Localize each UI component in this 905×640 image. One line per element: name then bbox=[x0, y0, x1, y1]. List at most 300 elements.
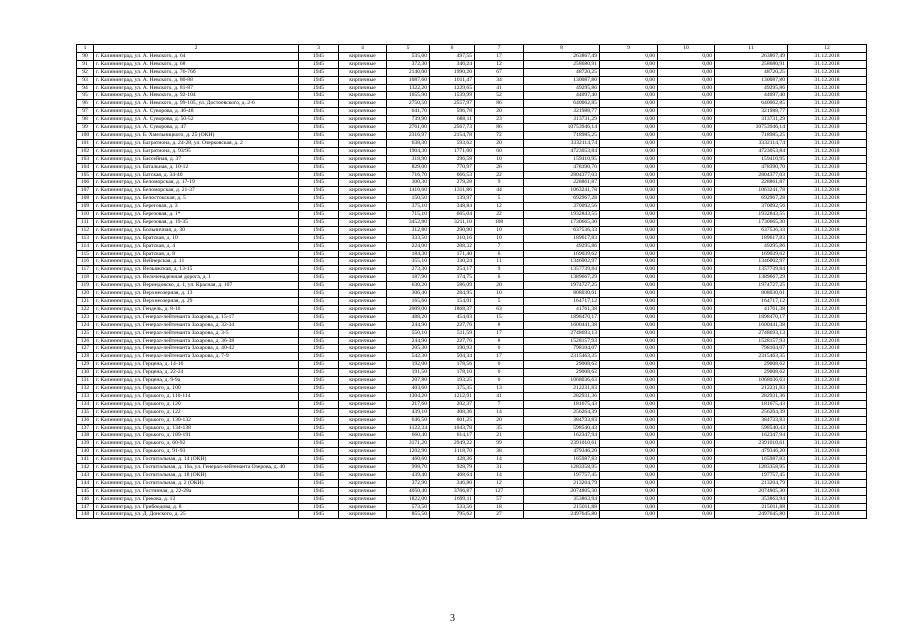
deadline-date-cell: 31.12.2018 bbox=[788, 147, 867, 155]
year-built-cell: 1945 bbox=[299, 266, 339, 274]
wall-material-cell: кирпичные bbox=[339, 195, 387, 203]
residents-cell: 86 bbox=[475, 124, 524, 132]
column-number-header: 5 bbox=[387, 45, 430, 53]
living-area-cell: 290,90 bbox=[430, 226, 475, 234]
sum-col-11-cell: 1600441,38 bbox=[715, 321, 788, 329]
sum-col-11-cell: 258680,91 bbox=[715, 60, 788, 68]
total-area-cell: 273,30 bbox=[387, 266, 430, 274]
table-row bbox=[77, 305, 867, 313]
address-cell: г. Калининград, ул. Братская, д. 10 bbox=[94, 234, 299, 242]
living-area-cell: 346,80 bbox=[430, 479, 475, 487]
sum-col-9-cell: 0,00 bbox=[600, 337, 658, 345]
sum-total-cell: 313731,29 bbox=[524, 116, 600, 124]
sum-col-9-cell: 0,00 bbox=[600, 108, 658, 116]
residents-cell: 17 bbox=[475, 329, 524, 337]
sum-col-9-cell: 0,00 bbox=[600, 218, 658, 226]
sum-col-9-cell: 0,00 bbox=[600, 100, 658, 108]
wall-material-cell: кирпичные bbox=[339, 108, 387, 116]
table-row bbox=[77, 139, 867, 147]
living-area-cell: 1212,91 bbox=[430, 392, 475, 400]
sum-col-11-cell: 479346,20 bbox=[715, 448, 788, 456]
table-row bbox=[77, 147, 867, 155]
address-cell: г. Калининград, ул. Береговая, д. 3 bbox=[94, 203, 299, 211]
address-cell: г. Калининград, ул. Госпитальная, д. 18 (ОКН) bbox=[94, 471, 299, 479]
sum-col-9-cell: 0,00 bbox=[600, 321, 658, 329]
table-row bbox=[77, 226, 867, 234]
residents-cell: 8 bbox=[475, 321, 524, 329]
year-built-cell: 1945 bbox=[299, 68, 339, 76]
living-area-cell: 533,56 bbox=[430, 503, 475, 511]
wall-material-cell: кирпичные bbox=[339, 408, 387, 416]
sum-col-11-cell: 1346002,97 bbox=[715, 258, 788, 266]
living-area-cell: 171,40 bbox=[430, 250, 475, 258]
table-row bbox=[77, 108, 867, 116]
table-row bbox=[77, 131, 867, 139]
table-row bbox=[77, 377, 867, 385]
sum-col-11-cell: 2391010,61 bbox=[715, 440, 788, 448]
sum-col-9-cell: 0,00 bbox=[600, 440, 658, 448]
living-area-cell: 504,34 bbox=[430, 353, 475, 361]
sum-total-cell: 10753946,14 bbox=[524, 124, 600, 132]
sum-col-9-cell: 0,00 bbox=[600, 456, 658, 464]
sum-col-11-cell: 637536,33 bbox=[715, 226, 788, 234]
row-number-cell: 96 bbox=[77, 100, 94, 108]
deadline-date-cell: 31.12.2018 bbox=[788, 108, 867, 116]
year-built-cell: 1945 bbox=[299, 124, 339, 132]
sum-total-cell: 169039,62 bbox=[524, 250, 600, 258]
residents-cell: 38 bbox=[475, 448, 524, 456]
sum-total-cell: 1528157,93 bbox=[524, 337, 600, 345]
address-cell: г. Калининград, ул. Генерал-лейтенанта Захарова, д. 7-9 bbox=[94, 353, 299, 361]
row-number-cell: 95 bbox=[77, 92, 94, 100]
wall-material-cell: кирпичные bbox=[339, 124, 387, 132]
sum-col-9-cell: 0,00 bbox=[600, 155, 658, 163]
residents-cell: 34 bbox=[475, 76, 524, 84]
column-number-header: 6 bbox=[430, 45, 475, 53]
residents-cell: 63 bbox=[475, 305, 524, 313]
address-cell: г. Калининград, ул. Грибоедова, д. 8 bbox=[94, 503, 299, 511]
table-row bbox=[77, 345, 867, 353]
residents-cell: 57 bbox=[475, 495, 524, 503]
living-area-cell: 310,16 bbox=[430, 234, 475, 242]
deadline-date-cell: 31.12.2018 bbox=[788, 76, 867, 84]
row-number-cell: 140 bbox=[77, 448, 94, 456]
deadline-date-cell: 31.12.2018 bbox=[788, 92, 867, 100]
row-number-cell: 126 bbox=[77, 337, 94, 345]
address-cell: г. Калининград, ул. Вейнерская, д. 11 bbox=[94, 258, 299, 266]
residents-cell: 14 bbox=[475, 456, 524, 464]
row-number-cell: 92 bbox=[77, 68, 94, 76]
row-number-cell: 116 bbox=[77, 258, 94, 266]
sum-col-9-cell: 0,00 bbox=[600, 116, 658, 124]
table-row bbox=[77, 440, 867, 448]
total-area-cell: 646,50 bbox=[387, 416, 430, 424]
address-cell: г. Калининград, ул. Генерал-лейтенанта Захарова, д. 32-34 bbox=[94, 321, 299, 329]
year-built-cell: 1945 bbox=[299, 377, 339, 385]
table-row bbox=[77, 432, 867, 440]
year-built-cell: 1945 bbox=[299, 329, 339, 337]
row-number-cell: 134 bbox=[77, 400, 94, 408]
deadline-date-cell: 31.12.2018 bbox=[788, 274, 867, 282]
sum-col-9-cell: 0,00 bbox=[600, 353, 658, 361]
sum-total-cell: 321988,77 bbox=[524, 108, 600, 116]
sum-total-cell: 1898470,17 bbox=[524, 313, 600, 321]
sum-col-9-cell: 0,00 bbox=[600, 511, 658, 519]
sum-total-cell: 4723053,84 bbox=[524, 147, 600, 155]
wall-material-cell: кирпичные bbox=[339, 298, 387, 306]
living-area-cell: 3766,87 bbox=[430, 487, 475, 495]
living-area-cell: 511,59 bbox=[430, 329, 475, 337]
sum-total-cell: 692967,28 bbox=[524, 195, 600, 203]
total-area-cell: 2750,50 bbox=[387, 100, 430, 108]
wall-material-cell: кирпичные bbox=[339, 384, 387, 392]
sum-col-10-cell: 0,00 bbox=[658, 487, 715, 495]
row-number-cell: 108 bbox=[77, 195, 94, 203]
column-number-header: 10 bbox=[658, 45, 715, 53]
table-row bbox=[77, 369, 867, 377]
sum-total-cell: 44097,40 bbox=[524, 92, 600, 100]
row-number-cell: 137 bbox=[77, 424, 94, 432]
row-number-cell: 148 bbox=[77, 511, 94, 519]
address-cell: г. Калининград, ул. Бассейная, д. 37 bbox=[94, 155, 299, 163]
sum-col-11-cell: 165987,83 bbox=[715, 456, 788, 464]
deadline-date-cell: 31.12.2018 bbox=[788, 258, 867, 266]
table-row bbox=[77, 456, 867, 464]
table-row bbox=[77, 487, 867, 495]
residents-cell: 26 bbox=[475, 163, 524, 171]
sum-col-10-cell: 0,00 bbox=[658, 329, 715, 337]
year-built-cell: 1945 bbox=[299, 464, 339, 472]
sum-total-cell: 1730665,30 bbox=[524, 218, 600, 226]
year-built-cell: 1945 bbox=[299, 456, 339, 464]
sum-col-10-cell: 0,00 bbox=[658, 369, 715, 377]
sum-col-10-cell: 0,00 bbox=[658, 345, 715, 353]
table-row bbox=[77, 448, 867, 456]
residents-cell: 10 bbox=[475, 155, 524, 163]
living-area-cell: 227,76 bbox=[430, 337, 475, 345]
wall-material-cell: кирпичные bbox=[339, 440, 387, 448]
total-area-cell: 165,60 bbox=[387, 298, 430, 306]
living-area-cell: 1868,37 bbox=[430, 305, 475, 313]
year-built-cell: 1945 bbox=[299, 479, 339, 487]
deadline-date-cell: 31.12.2018 bbox=[788, 187, 867, 195]
total-area-cell: 3452,80 bbox=[387, 218, 430, 226]
deadline-date-cell: 31.12.2018 bbox=[788, 503, 867, 511]
deadline-date-cell: 31.12.2018 bbox=[788, 60, 867, 68]
living-area-cell: 666,53 bbox=[430, 171, 475, 179]
year-built-cell: 1945 bbox=[299, 139, 339, 147]
sum-col-9-cell: 0,00 bbox=[600, 203, 658, 211]
residents-cell: 86 bbox=[475, 100, 524, 108]
deadline-date-cell: 31.12.2018 bbox=[788, 131, 867, 139]
table-row bbox=[77, 416, 867, 424]
deadline-date-cell: 31.12.2018 bbox=[788, 464, 867, 472]
residents-cell: 9 bbox=[475, 179, 524, 187]
sum-total-cell: 29008,62 bbox=[524, 369, 600, 377]
address-cell: г. Калининград, ул. Гостинная, д. 22-28а bbox=[94, 487, 299, 495]
address-cell: г. Калининград, ул. Горького, д. 91-93 bbox=[94, 448, 299, 456]
sum-total-cell: 384733,83 bbox=[524, 416, 600, 424]
row-number-cell: 101 bbox=[77, 139, 94, 147]
sum-col-11-cell: 808030,01 bbox=[715, 290, 788, 298]
row-number-cell: 120 bbox=[77, 290, 94, 298]
deadline-date-cell: 31.12.2018 bbox=[788, 479, 867, 487]
wall-material-cell: кирпичные bbox=[339, 84, 387, 92]
wall-material-cell: кирпичные bbox=[339, 92, 387, 100]
wall-material-cell: кирпичные bbox=[339, 171, 387, 179]
living-area-cell: 665,04 bbox=[430, 211, 475, 219]
sum-col-10-cell: 0,00 bbox=[658, 92, 715, 100]
row-number-cell: 118 bbox=[77, 274, 94, 282]
table-header-row bbox=[77, 45, 867, 53]
total-area-cell: 372,30 bbox=[387, 60, 430, 68]
living-area-cell: 178,56 bbox=[430, 361, 475, 369]
deadline-date-cell: 31.12.2018 bbox=[788, 266, 867, 274]
living-area-cell: 596,78 bbox=[430, 108, 475, 116]
sum-col-10-cell: 0,00 bbox=[658, 471, 715, 479]
total-area-cell: 2140,00 bbox=[387, 68, 430, 76]
sum-total-cell: 1974727,25 bbox=[524, 282, 600, 290]
sum-col-10-cell: 0,00 bbox=[658, 203, 715, 211]
row-number-cell: 143 bbox=[77, 471, 94, 479]
table-row bbox=[77, 179, 867, 187]
table-row bbox=[77, 242, 867, 250]
total-area-cell: 829,00 bbox=[387, 163, 430, 171]
sum-col-9-cell: 0,00 bbox=[600, 282, 658, 290]
row-number-cell: 147 bbox=[77, 503, 94, 511]
year-built-cell: 1945 bbox=[299, 274, 339, 282]
year-built-cell: 1945 bbox=[299, 171, 339, 179]
year-built-cell: 1945 bbox=[299, 226, 339, 234]
address-cell: г. Калининград, ул. Березовая, д. 1* bbox=[94, 211, 299, 219]
residents-cell: 6 bbox=[475, 361, 524, 369]
sum-total-cell: 2391010,61 bbox=[524, 440, 600, 448]
table-row bbox=[77, 84, 867, 92]
sum-col-9-cell: 0,00 bbox=[600, 400, 658, 408]
sum-col-11-cell: 370092,56 bbox=[715, 203, 788, 211]
total-area-cell: 460,60 bbox=[387, 456, 430, 464]
total-area-cell: 192,00 bbox=[387, 361, 430, 369]
wall-material-cell: кирпичные bbox=[339, 456, 387, 464]
sum-col-10-cell: 0,00 bbox=[658, 124, 715, 132]
year-built-cell: 1945 bbox=[299, 60, 339, 68]
residents-cell: 15 bbox=[475, 313, 524, 321]
total-area-cell: 2316,97 bbox=[387, 131, 430, 139]
sum-col-11-cell: 598540,43 bbox=[715, 424, 788, 432]
sum-total-cell: 189617,83 bbox=[524, 234, 600, 242]
sum-col-9-cell: 0,00 bbox=[600, 369, 658, 377]
address-cell: г. Калининград, ул. Верхнеозерная, д. 29 bbox=[94, 298, 299, 306]
wall-material-cell: кирпичные bbox=[339, 321, 387, 329]
wall-material-cell: кирпичные bbox=[339, 242, 387, 250]
table-row bbox=[77, 471, 867, 479]
sum-col-11-cell: 692967,28 bbox=[715, 195, 788, 203]
sum-col-11-cell: 1283358,95 bbox=[715, 464, 788, 472]
sum-col-11-cell: 2497645,80 bbox=[715, 511, 788, 519]
table-row bbox=[77, 218, 867, 226]
address-cell: г. Калининград, ул. А. Невского, д. 64 bbox=[94, 52, 299, 60]
address-cell: г. Калининград, ул. Генерал-лейтенанта Захарова, д. 36-38 bbox=[94, 337, 299, 345]
sum-col-10-cell: 0,00 bbox=[658, 305, 715, 313]
residents-cell: 14 bbox=[475, 408, 524, 416]
sum-col-11-cell: 1389667,29 bbox=[715, 274, 788, 282]
row-number-cell: 122 bbox=[77, 305, 94, 313]
sum-col-11-cell: 321988,77 bbox=[715, 108, 788, 116]
wall-material-cell: кирпичные bbox=[339, 131, 387, 139]
wall-material-cell: кирпичные bbox=[339, 313, 387, 321]
row-number-cell: 129 bbox=[77, 361, 94, 369]
residents-cell: 5 bbox=[475, 298, 524, 306]
sum-col-11-cell: 353863,94 bbox=[715, 495, 788, 503]
sum-col-9-cell: 0,00 bbox=[600, 392, 658, 400]
sum-col-9-cell: 0,00 bbox=[600, 424, 658, 432]
wall-material-cell: кирпичные bbox=[339, 179, 387, 187]
column-number-header: 9 bbox=[600, 45, 658, 53]
living-area-cell: 139,97 bbox=[430, 195, 475, 203]
wall-material-cell: кирпичные bbox=[339, 187, 387, 195]
row-number-cell: 112 bbox=[77, 226, 94, 234]
residents-cell: 7 bbox=[475, 242, 524, 250]
table-row bbox=[77, 384, 867, 392]
wall-material-cell: кирпичные bbox=[339, 52, 387, 60]
sum-col-10-cell: 0,00 bbox=[658, 195, 715, 203]
address-cell: г. Калининград, ул. А. Невского, д. 92-104 bbox=[94, 92, 299, 100]
sum-col-10-cell: 0,00 bbox=[658, 163, 715, 171]
table-row bbox=[77, 464, 867, 472]
sum-total-cell: 1346002,97 bbox=[524, 258, 600, 266]
table-row bbox=[77, 511, 867, 519]
sum-total-cell: 162347,94 bbox=[524, 432, 600, 440]
table-row bbox=[77, 266, 867, 274]
address-cell: г. Калининград, ул. Братская, д. 8 bbox=[94, 250, 299, 258]
row-number-cell: 121 bbox=[77, 298, 94, 306]
residents-cell: 22 bbox=[475, 211, 524, 219]
deadline-date-cell: 31.12.2018 bbox=[788, 345, 867, 353]
sum-col-9-cell: 0,00 bbox=[600, 76, 658, 84]
sum-col-9-cell: 0,00 bbox=[600, 60, 658, 68]
address-cell: г. Калининград, ул. Б. Хмельницкого, д. 25 (ОКН) bbox=[94, 131, 299, 139]
deadline-date-cell: 31.12.2018 bbox=[788, 440, 867, 448]
total-area-cell: 638,30 bbox=[387, 139, 430, 147]
deadline-date-cell: 31.12.2018 bbox=[788, 495, 867, 503]
sum-col-10-cell: 0,00 bbox=[658, 424, 715, 432]
sum-col-9-cell: 0,00 bbox=[600, 313, 658, 321]
sum-col-9-cell: 0,00 bbox=[600, 131, 658, 139]
deadline-date-cell: 31.12.2018 bbox=[788, 52, 867, 60]
address-cell: г. Калининград, ул. Грекова, д. 12 bbox=[94, 495, 299, 503]
residents-cell: 12 bbox=[475, 479, 524, 487]
sum-col-11-cell: 215011,88 bbox=[715, 503, 788, 511]
sum-col-11-cell: 2748693,13 bbox=[715, 329, 788, 337]
wall-material-cell: кирпичные bbox=[339, 274, 387, 282]
deadline-date-cell: 31.12.2018 bbox=[788, 226, 867, 234]
year-built-cell: 1945 bbox=[299, 511, 339, 519]
sum-total-cell: 258680,91 bbox=[524, 60, 600, 68]
row-number-cell: 97 bbox=[77, 108, 94, 116]
address-cell: г. Калининград, ул. Батская, д. 34-40 bbox=[94, 171, 299, 179]
wall-material-cell: кирпичные bbox=[339, 155, 387, 163]
sum-col-10-cell: 0,00 bbox=[658, 456, 715, 464]
sum-total-cell: 3332114,74 bbox=[524, 139, 600, 147]
wall-material-cell: кирпичные bbox=[339, 471, 387, 479]
row-number-cell: 131 bbox=[77, 377, 94, 385]
table-row bbox=[77, 400, 867, 408]
total-area-cell: 372,90 bbox=[387, 479, 430, 487]
sum-total-cell: 808030,01 bbox=[524, 290, 600, 298]
column-number-header: 3 bbox=[299, 45, 339, 53]
total-area-cell: 2761,00 bbox=[387, 124, 430, 132]
sum-col-11-cell: 197757,45 bbox=[715, 471, 788, 479]
wall-material-cell: кирпичные bbox=[339, 266, 387, 274]
sum-col-10-cell: 0,00 bbox=[658, 171, 715, 179]
table-row bbox=[77, 408, 867, 416]
sum-col-9-cell: 0,00 bbox=[600, 195, 658, 203]
address-cell: г. Калининград, ул. Герцена, д. 9-9а bbox=[94, 377, 299, 385]
living-area-cell: 3211,10 bbox=[430, 218, 475, 226]
sum-col-10-cell: 0,00 bbox=[658, 211, 715, 219]
wall-material-cell: кирпичные bbox=[339, 329, 387, 337]
sum-col-9-cell: 0,00 bbox=[600, 211, 658, 219]
wall-material-cell: кирпичные bbox=[339, 250, 387, 258]
table-row bbox=[77, 124, 867, 132]
total-area-cell: 488,20 bbox=[387, 313, 430, 321]
residents-cell: 31 bbox=[475, 464, 524, 472]
page-number: 3 bbox=[450, 613, 455, 624]
year-built-cell: 1945 bbox=[299, 76, 339, 84]
sum-col-11-cell: 256264,39 bbox=[715, 408, 788, 416]
row-number-cell: 125 bbox=[77, 329, 94, 337]
table-row bbox=[77, 290, 867, 298]
sum-col-11-cell: 159410,95 bbox=[715, 155, 788, 163]
residents-cell: 10 bbox=[475, 290, 524, 298]
deadline-date-cell: 31.12.2018 bbox=[788, 305, 867, 313]
address-cell: г. Калининград, ул. Горького, д. 100 bbox=[94, 384, 299, 392]
column-number-header: 12 bbox=[788, 45, 867, 53]
living-area-cell: 296,58 bbox=[430, 155, 475, 163]
deadline-date-cell: 31.12.2018 bbox=[788, 456, 867, 464]
address-cell: г. Калининград, ул. Батальная, д. 10-12 bbox=[94, 163, 299, 171]
sum-col-10-cell: 0,00 bbox=[658, 250, 715, 258]
living-area-cell: 454,03 bbox=[430, 313, 475, 321]
row-number-cell: 145 bbox=[77, 487, 94, 495]
sum-col-9-cell: 0,00 bbox=[600, 471, 658, 479]
sum-col-9-cell: 0,00 bbox=[600, 377, 658, 385]
living-area-cell: 1990,20 bbox=[430, 68, 475, 76]
wall-material-cell: кирпичные bbox=[339, 464, 387, 472]
living-area-cell: 178,10 bbox=[430, 369, 475, 377]
deadline-date-cell: 31.12.2018 bbox=[788, 100, 867, 108]
sum-col-10-cell: 0,00 bbox=[658, 400, 715, 408]
total-area-cell: 217,60 bbox=[387, 400, 430, 408]
sum-col-9-cell: 0,00 bbox=[600, 52, 658, 60]
row-number-cell: 94 bbox=[77, 84, 94, 92]
table-row bbox=[77, 479, 867, 487]
sum-col-11-cell: 212231,83 bbox=[715, 384, 788, 392]
sum-col-10-cell: 0,00 bbox=[658, 392, 715, 400]
deadline-date-cell: 31.12.2018 bbox=[788, 163, 867, 171]
sum-total-cell: 228861,87 bbox=[524, 179, 600, 187]
sum-col-9-cell: 0,00 bbox=[600, 147, 658, 155]
sum-total-cell: 159410,95 bbox=[524, 155, 600, 163]
sum-total-cell: 2497645,80 bbox=[524, 511, 600, 519]
table-row bbox=[77, 337, 867, 345]
table-row bbox=[77, 116, 867, 124]
deadline-date-cell: 31.12.2018 bbox=[788, 408, 867, 416]
deadline-date-cell: 31.12.2018 bbox=[788, 321, 867, 329]
total-area-cell: 3171,20 bbox=[387, 440, 430, 448]
address-cell: г. Калининград, ул. Горького, д. 189-191 bbox=[94, 432, 299, 440]
sum-total-cell: 798104,07 bbox=[524, 345, 600, 353]
